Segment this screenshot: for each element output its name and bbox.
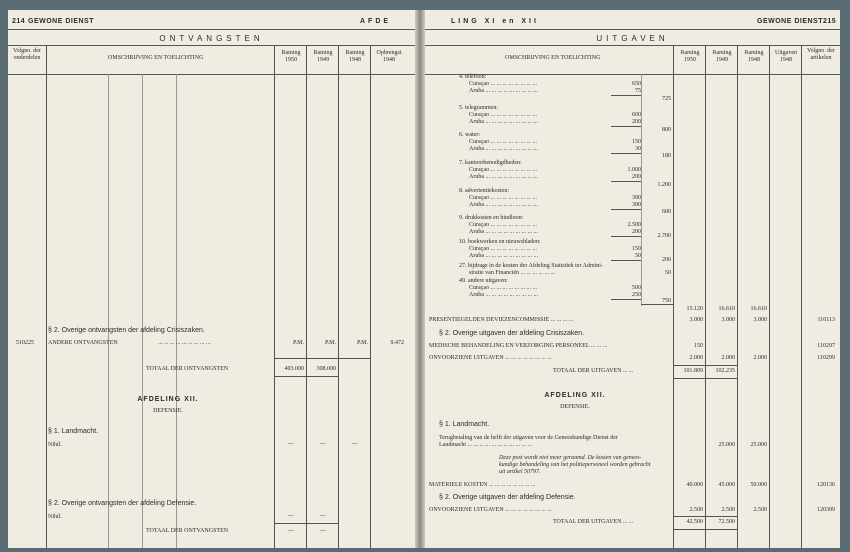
curacao-value: 600 xyxy=(632,112,641,118)
aruba-label: Aruba ... ... ... ... ... ... ... ... ... xyxy=(469,229,538,235)
item-label: 4. telefoon: xyxy=(459,74,487,80)
aruba-label: Aruba ... ... ... ... ... ... ... ... ... xyxy=(469,253,538,259)
subtotal-1948: 16.610 xyxy=(750,306,767,312)
right-page-number: 215 xyxy=(823,18,837,25)
col-volgno: Volgno. der onderdelen xyxy=(13,48,41,61)
left-dash-7: — xyxy=(320,528,326,534)
note-line2: kundige behandeling van het politiepersoneel worden gebracht xyxy=(499,462,651,468)
presentie-label: PRESENTIEGELDEN DEVIEZENCOMMISSIE ... ... ... ... xyxy=(429,317,574,323)
onvoorzien1-label: ONVOORZIENE UITGAVEN ... ... ... ... ... ... ... ... xyxy=(429,355,552,361)
right-totaal1-1950: 101.809 xyxy=(683,368,703,374)
left-andere-1948: P.M. xyxy=(356,340,368,346)
materiele-1950: 40.000 xyxy=(686,482,703,488)
curacao-label: Curaçao ... ... ... ... ... ... ... ... xyxy=(469,285,537,291)
right-totaal2-1950: 42.500 xyxy=(686,519,703,525)
col-raming-1948: Raming 1948 xyxy=(345,50,365,63)
materiele-volgno: 120136 xyxy=(817,482,835,488)
aruba-value: 200 xyxy=(632,229,641,235)
left-afdeling-heading: AFDELING XII. xyxy=(137,396,199,403)
right-running-head: GEWONE DIENST xyxy=(757,18,824,25)
left-andere-opbrengst: 9.472 xyxy=(390,340,404,346)
aruba-value: 200 xyxy=(632,119,641,125)
onvoorzien1-1948: 2.000 xyxy=(753,355,767,361)
onvoorzien2-1950: 2.500 xyxy=(689,507,703,513)
curacao-label: Curaçao ... ... ... ... ... ... ... ... xyxy=(469,195,537,201)
book-gutter xyxy=(415,10,425,548)
curacao-value: 150 xyxy=(632,139,641,145)
item27-line1: 27. bijdrage in de kosten der Afdeling Statistiek ter Admini- xyxy=(459,263,603,269)
item-total: 180 xyxy=(662,153,671,159)
aruba-label: Aruba ... ... ... ... ... ... ... ... ... xyxy=(469,174,538,180)
aruba-label: Aruba ... ... ... ... ... ... ... ... ... xyxy=(469,292,538,298)
materiele-1949: 45.000 xyxy=(718,482,735,488)
medische-volgno: 110297 xyxy=(817,343,835,349)
item27-total: 50 xyxy=(665,270,671,276)
right-col-uitgaven-1948: Uitgaven 1948 xyxy=(775,50,797,63)
aruba-value: 300 xyxy=(632,202,641,208)
curacao-label: Curaçao ... ... ... ... ... ... ... ... xyxy=(469,81,537,87)
curacao-label: Curaçao ... ... ... ... ... ... ... ... xyxy=(469,246,537,252)
right-defensie-heading: DEFENSIE. xyxy=(560,404,590,410)
note-line3: uit artikel 50797. xyxy=(499,469,541,475)
onvoorzien1-volgno: 110299 xyxy=(817,355,835,361)
terug-line1: Terugbetaling van de helft der uitgaven voor de Geneeskundige Dienst der xyxy=(439,435,618,441)
curacao-value: 150 xyxy=(632,246,641,252)
left-dash-1: — xyxy=(288,441,294,447)
curacao-label: Curaçao ... ... ... ... ... ... ... ... xyxy=(469,167,537,173)
left-andere-1950: P.M. xyxy=(292,340,304,346)
item-label: 9. drukkosten en bindloon: xyxy=(459,215,524,221)
left-dash-2: — xyxy=(320,441,326,447)
medische-label: MEDISCHE BEHANDELING EN VERZORGING PERSONEEL ... ... ... xyxy=(429,343,608,349)
left-dash-5: — xyxy=(320,513,326,519)
right-head-left: LING XI en XII xyxy=(451,18,539,25)
right-totaal2-1949: 72.500 xyxy=(718,519,735,525)
ontvangsten-title: ONTVANGSTEN xyxy=(159,34,264,43)
medische-1950: 150 xyxy=(694,343,703,349)
right-page xyxy=(425,10,840,548)
curacao-label: Curaçao ... ... ... ... ... ... ... ... xyxy=(469,139,537,145)
onvoorzien2-1949: 2.500 xyxy=(721,507,735,513)
item-total: 1.200 xyxy=(657,182,671,188)
item-total: 200 xyxy=(662,257,671,263)
aruba-label: Aruba ... ... ... ... ... ... ... ... ... xyxy=(469,88,538,94)
left-dash-3: — xyxy=(352,441,358,447)
left-row-andere-label: ANDERE ONTVANGSTEN xyxy=(48,340,118,346)
aruba-value: 75 xyxy=(635,88,641,94)
right-totaal1-1949: 102.235 xyxy=(715,368,735,374)
left-sec2b-title: § 2. Overige ontvangsten der afdeling Defensie. xyxy=(48,500,197,507)
left-andere-1949: P.M. xyxy=(324,340,336,346)
aruba-value: 50 xyxy=(635,253,641,259)
presentie-volgno: 110113 xyxy=(817,317,835,323)
terug-line2: Landmacht ... ... ... ... ... ... ... ... ... ... ... xyxy=(439,442,532,448)
col-desc: OMSCHRIJVING EN TOELICHTING xyxy=(108,55,204,61)
onvoorzien2-volgno: 120399 xyxy=(817,507,835,513)
left-running-head: GEWONE DIENST xyxy=(28,18,95,25)
item-label: 6. water: xyxy=(459,132,480,138)
item-total: 725 xyxy=(662,96,671,102)
subtotal-1949: 16.610 xyxy=(718,306,735,312)
curacao-value: 300 xyxy=(632,195,641,201)
onvoorzien2-1948: 2.500 xyxy=(753,507,767,513)
item27-line2: stratie van Financiën ... ... ... ... ... ... xyxy=(469,270,555,276)
onvoorzien1-1950: 2.000 xyxy=(689,355,703,361)
item-total: 2.700 xyxy=(657,233,671,239)
left-dash-4: — xyxy=(288,513,294,519)
left-defensie-heading: DEFENSIE. xyxy=(153,408,183,414)
left-nihil-2: Nihil. xyxy=(48,514,62,520)
terug-1948: 25.000 xyxy=(750,442,767,448)
right-sec2b-title: § 2. Overige uitgaven der afdeling Defensie. xyxy=(439,494,576,501)
item-label: 10. boekwerken en nieuwsbladen: xyxy=(459,239,541,245)
item-label: 49. andere uitgaven: xyxy=(459,278,508,284)
left-row-volgno: 510225 xyxy=(16,340,34,346)
right-totaal2-label: TOTAAL DER UITGAVEN ... ... xyxy=(553,519,634,525)
col-raming-1950: Raming 1950 xyxy=(281,50,301,63)
left-sec1-title: § 1. Landmacht. xyxy=(48,428,99,435)
curacao-value: 1.000 xyxy=(627,167,641,173)
right-col-raming-1949: Raming 1949 xyxy=(712,50,732,63)
subtotal-1950: 15.120 xyxy=(686,306,703,312)
item-label: 8. advertentiekosten: xyxy=(459,188,509,194)
item-label: 7. kantoorbenodigdheden: xyxy=(459,160,522,166)
left-sec2-title: § 2. Overige ontvangsten der afdeling Crisiszaken. xyxy=(48,327,205,334)
curacao-value: 650 xyxy=(632,81,641,87)
aruba-value: 30 xyxy=(635,146,641,152)
left-totaal1-1949: 308.000 xyxy=(316,366,336,372)
presentie-1949: 3.000 xyxy=(721,317,735,323)
left-page-number: 214 xyxy=(12,18,26,25)
presentie-1950: 3.000 xyxy=(689,317,703,323)
left-totaal1-1950: 403.000 xyxy=(284,366,304,372)
materiele-1948: 50.000 xyxy=(750,482,767,488)
left-head-right: AFDE xyxy=(360,18,392,25)
right-afdeling-heading: AFDELING XII. xyxy=(544,392,606,399)
presentie-1948: 3.000 xyxy=(753,317,767,323)
right-col-raming-1948: Raming 1948 xyxy=(744,50,764,63)
left-dash-6: — xyxy=(288,528,294,534)
right-col-desc: OMSCHRIJVING EN TOELICHTING xyxy=(505,55,601,61)
curacao-value: 500 xyxy=(632,285,641,291)
left-row-leader: ... ... ... ... ... ... ... ... ... xyxy=(158,340,211,346)
onvoorzien2-label: ONVOORZIENE UITGAVEN ... ... ... ... ... ... ... ... xyxy=(429,507,552,513)
terug-1949: 25.000 xyxy=(718,442,735,448)
item-total: 750 xyxy=(662,298,671,304)
materiele-label: MATERIELE KOSTEN ... ... ... ... ... ... ... ... xyxy=(429,482,536,488)
right-col-volgno: Volgno. der artikelen xyxy=(807,48,835,61)
curacao-value: 2.500 xyxy=(627,222,641,228)
left-totaal2-label: TOTAAL DER ONTVANGSTEN xyxy=(146,528,229,534)
right-sec1-title: § 1. Landmacht. xyxy=(439,421,490,428)
right-sec2-title: § 2. Overige uitgaven der afdeling Crisiszaken. xyxy=(439,330,585,337)
left-nihil-1: Nihil. xyxy=(48,442,62,448)
curacao-label: Curaçao ... ... ... ... ... ... ... ... xyxy=(469,112,537,118)
left-page xyxy=(8,10,415,548)
aruba-label: Aruba ... ... ... ... ... ... ... ... ... xyxy=(469,146,538,152)
curacao-label: Curaçao ... ... ... ... ... ... ... ... xyxy=(469,222,537,228)
col-opbrengst-1948: Opbrengst 1948 xyxy=(376,50,402,63)
aruba-value: 200 xyxy=(632,174,641,180)
onvoorzien1-1949: 2.000 xyxy=(721,355,735,361)
item-total: 800 xyxy=(662,127,671,133)
aruba-label: Aruba ... ... ... ... ... ... ... ... ... xyxy=(469,202,538,208)
item-label: 5. telegrammen: xyxy=(459,105,498,111)
uitgaven-title: UITGAVEN xyxy=(596,34,669,43)
item-total: 600 xyxy=(662,209,671,215)
left-totaal1-label: TOTAAL DER ONTVANGSTEN xyxy=(146,366,229,372)
right-totaal1-label: TOTAAL DER UITGAVEN ... ... xyxy=(553,368,634,374)
aruba-label: Aruba ... ... ... ... ... ... ... ... ... xyxy=(469,119,538,125)
note-line1: Deze post wordt niet meer geraamd. De kosten van genees- xyxy=(499,455,642,461)
col-raming-1949: Raming 1949 xyxy=(313,50,333,63)
right-col-raming-1950: Raming 1950 xyxy=(680,50,700,63)
aruba-value: 250 xyxy=(632,292,641,298)
